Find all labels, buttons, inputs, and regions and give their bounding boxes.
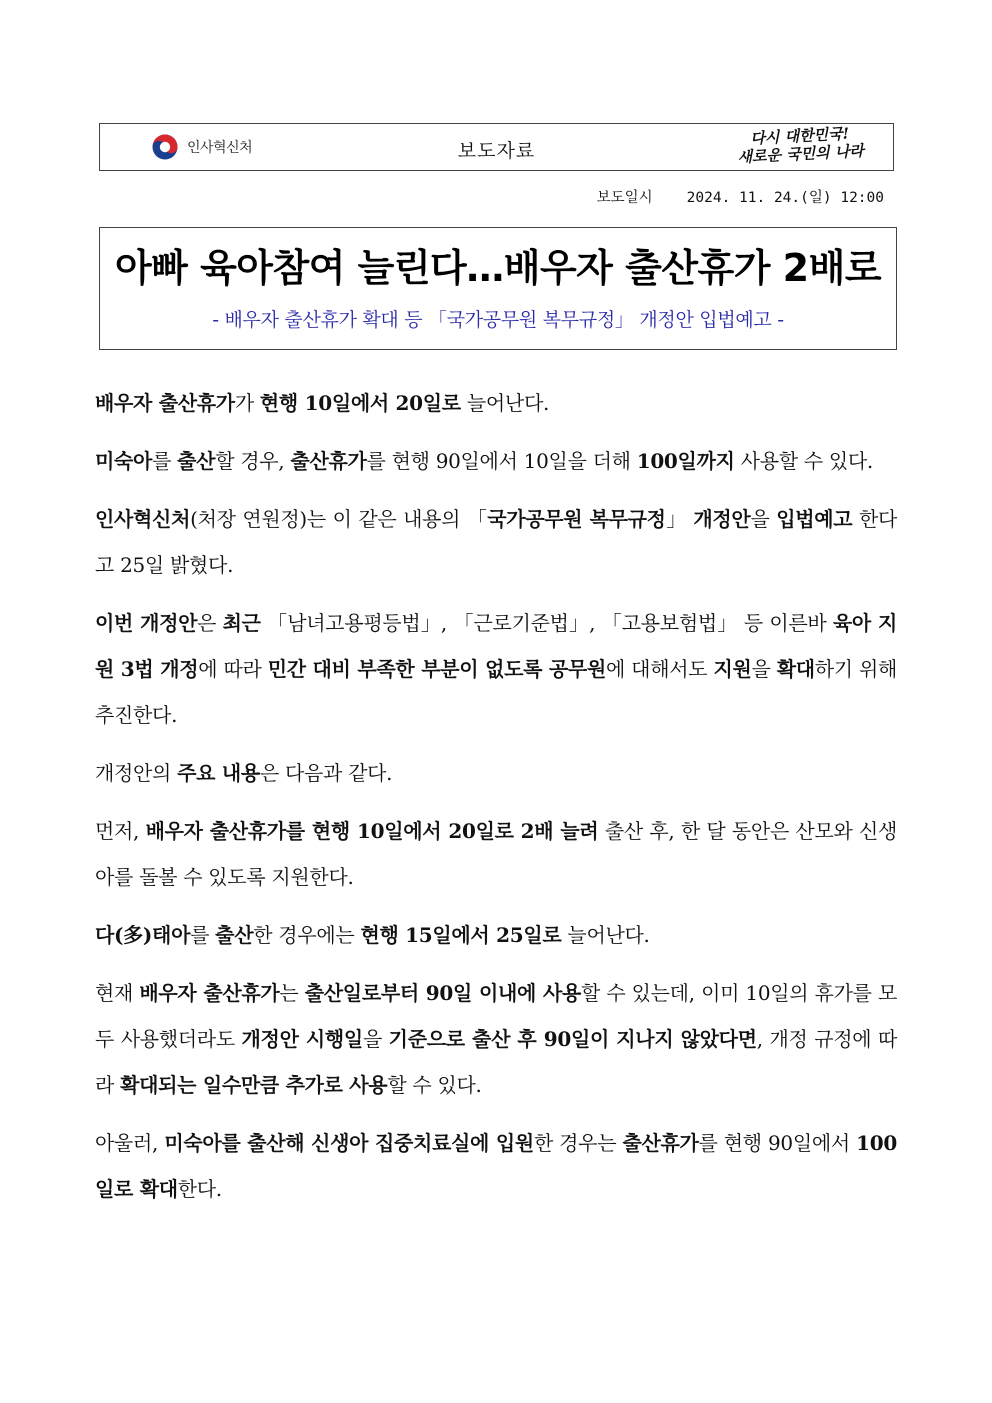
body-text: 사용할 수 있다. xyxy=(734,449,873,473)
slogan-line-2: 새로운 국민의 나라 xyxy=(736,141,864,167)
body-text: 은 xyxy=(197,611,223,635)
body-text: (처장 연원정)는 이 같은 내용의 「 xyxy=(190,507,488,531)
body-paragraph xyxy=(95,380,897,426)
body-text: 한다고 25일 밝혔다. xyxy=(95,507,898,577)
body-text: 에 따라 xyxy=(198,657,268,681)
article-body xyxy=(95,380,897,1224)
emphasis-text: 확대 xyxy=(776,657,815,681)
body-text: 하기 위해 추진한다. xyxy=(95,657,898,727)
emphasis-text: 미숙아를 출산해 신생아 집중치료실에 입원 xyxy=(164,1131,534,1155)
release-datetime: 2024. 11. 24.(일) 12:00 xyxy=(686,190,884,206)
emphasis-text: 이번 개정안 xyxy=(95,611,198,635)
body-text: 는 xyxy=(279,981,305,1005)
emphasis-text: 개정안 시행일 xyxy=(241,1027,363,1051)
emphasis-text: 주요 내용 xyxy=(177,761,260,785)
body-text: 를 xyxy=(190,923,216,947)
body-text: 한 경우에는 xyxy=(253,923,361,947)
release-date-label: 보도일시 xyxy=(596,190,653,206)
emphasis-text: 지원 xyxy=(713,657,752,681)
emphasis-text: 민간 대비 부족한 부분이 없도록 공무원 xyxy=(267,657,606,681)
emphasis-text: 미숙아 xyxy=(95,449,153,473)
body-paragraph xyxy=(95,808,897,900)
emphasis-text: 현행 10일에서 20일로 xyxy=(259,391,461,415)
emphasis-text: 배우자 출산휴가를 현행 10일에서 20일로 2배 늘려 xyxy=(145,819,599,843)
body-text: , 개정 규정에 따라 xyxy=(95,1027,897,1097)
emphasis-text: 확대되는 일수만큼 추가로 사용 xyxy=(120,1073,388,1097)
headline: 아빠 육아참여 늘린다…배우자 출산휴가 2배로 xyxy=(114,246,882,290)
emphasis-text: 출산휴가 xyxy=(622,1131,699,1155)
body-text: 할 수 있다. xyxy=(387,1073,482,1097)
emphasis-text: 기준으로 출산 후 90일이 지나지 않았다면 xyxy=(388,1027,757,1051)
body-paragraph xyxy=(95,912,897,958)
body-text: 「남녀고용평등법」, 「근로기준법」, 「고용보험법」 등 이른바 xyxy=(260,611,833,635)
body-text: 를 현행 90일에서 xyxy=(698,1131,857,1155)
body-text: 에 대해서도 xyxy=(605,657,714,681)
body-text: 한다. xyxy=(177,1177,222,1201)
body-text: 늘어난다. xyxy=(561,923,650,947)
emphasis-text: 100일까지 xyxy=(636,449,735,473)
body-text: 가 xyxy=(234,391,260,415)
emphasis-text: 국가공무원 복무규정 xyxy=(487,507,666,531)
release-date-line xyxy=(597,186,884,207)
body-paragraph xyxy=(95,496,897,588)
org-name: 인사혁신처 xyxy=(187,140,253,156)
body-text: 를 현행 90일에서 10일을 더해 xyxy=(366,449,637,473)
emphasis-text: 출산 xyxy=(215,923,254,947)
emphasis-text: 다(多)태아 xyxy=(95,923,191,947)
body-text: 를 xyxy=(152,449,178,473)
body-text: 을 xyxy=(751,657,777,681)
press-header xyxy=(99,123,894,171)
emphasis-text: 출산휴가 xyxy=(290,449,367,473)
emphasis-text: 최근 xyxy=(222,611,261,635)
doc-type-label: 보도자료 xyxy=(457,140,536,162)
headline-box xyxy=(99,227,897,350)
emphasis-text: 육아 지원 3법 개정 xyxy=(95,611,897,681)
body-text: 먼저, xyxy=(95,819,146,843)
emphasis-text: 출산일로부터 90일 이내에 사용 xyxy=(304,981,581,1005)
emphasis-text: 배우자 출산휴가 xyxy=(95,391,235,415)
slogan-line-1: 다시 대한민국! xyxy=(749,124,850,148)
body-text: 개정안의 xyxy=(95,761,178,785)
subheadline: - 배우자 출산휴가 확대 등 「국가공무원 복무규정」 개정안 입법예고 - xyxy=(212,309,784,331)
body-paragraph xyxy=(95,600,897,738)
emphasis-text: 출산 xyxy=(177,449,216,473)
emphasis-text: 개정안 xyxy=(693,507,751,531)
emphasis-text: 배우자 출산휴가 xyxy=(139,981,280,1005)
body-text: 을 xyxy=(362,1027,389,1051)
body-text: 」 xyxy=(665,507,694,531)
body-text: 한 경우는 xyxy=(533,1131,623,1155)
body-paragraph xyxy=(95,970,897,1108)
emphasis-text: 입법예고 xyxy=(776,507,853,531)
body-text: 출산 후, 한 달 동안은 산모와 신생아를 돌볼 수 있도록 지원한다. xyxy=(95,819,897,889)
body-paragraph xyxy=(95,1120,897,1212)
slogan-calligraphy xyxy=(736,124,864,167)
body-text: 늘어난다. xyxy=(460,391,550,415)
body-text: 할 경우, xyxy=(215,449,291,473)
emphasis-text: 100일로 확대 xyxy=(95,1131,897,1201)
emphasis-text: 현행 15일에서 25일로 xyxy=(360,923,562,947)
body-text: 을 xyxy=(750,507,777,531)
emphasis-text: 인사혁신처 xyxy=(95,507,191,531)
body-text: 아울러, xyxy=(95,1131,165,1155)
body-text: 현재 xyxy=(95,981,140,1005)
body-text: 은 다음과 같다. xyxy=(259,761,393,785)
body-paragraph xyxy=(95,438,897,484)
body-paragraph xyxy=(95,750,897,796)
body-text: 할 수 있는데, 이미 10일의 휴가를 모두 사용했더라도 xyxy=(95,981,898,1051)
